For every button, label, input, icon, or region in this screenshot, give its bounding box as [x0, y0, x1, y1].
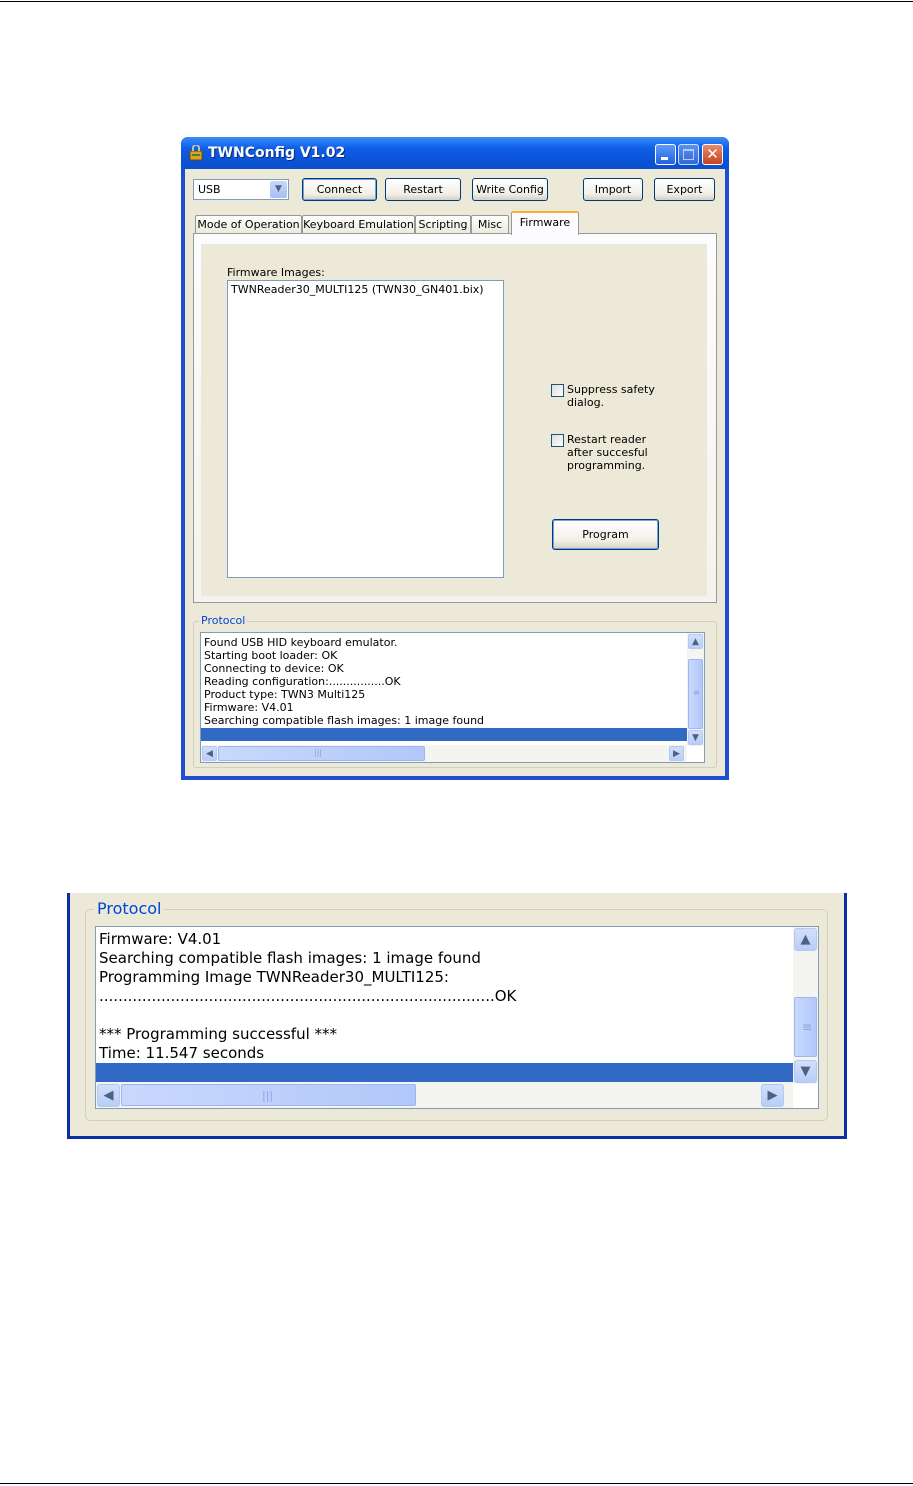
scroll-right-icon[interactable]: ▶: [761, 1084, 784, 1107]
vertical-scroll-thumb[interactable]: [794, 997, 817, 1057]
protocol-log-zoom[interactable]: [95, 926, 819, 1109]
import-button[interactable]: Import: [583, 178, 643, 201]
log-line: Product type: TWN3 Multi125: [204, 688, 366, 701]
log-line: *** Programming successful ***: [99, 1025, 338, 1043]
twnconfig-window: [181, 137, 729, 780]
scroll-down-icon[interactable]: ▼: [794, 1060, 817, 1083]
horizontal-scroll-thumb[interactable]: [121, 1084, 416, 1106]
bottom-rule: [0, 1483, 913, 1484]
close-button[interactable]: [702, 144, 723, 165]
app-icon: [189, 145, 203, 161]
scroll-up-icon[interactable]: ▲: [794, 928, 817, 951]
window-title: TWNConfig V1.02: [208, 145, 346, 161]
firmware-area: [201, 244, 707, 596]
restart-reader-label-3: programming.: [567, 459, 646, 472]
suppress-safety-checkbox[interactable]: [551, 384, 564, 397]
maximize-button[interactable]: [678, 144, 699, 165]
grip-icon: |||: [314, 748, 323, 757]
scroll-right-icon[interactable]: ▶: [669, 746, 684, 761]
protocol-title: Protocol: [201, 614, 246, 627]
vertical-scrollbar[interactable]: [687, 633, 704, 746]
log-line: Found USB HID keyboard emulator.: [204, 636, 398, 649]
firmware-images-label: Firmware Images:: [227, 266, 325, 279]
title-bar[interactable]: [181, 137, 729, 169]
protocol-title-zoom: Protocol: [94, 899, 164, 918]
horizontal-scrollbar[interactable]: [201, 745, 687, 762]
protocol-group-zoom: [85, 899, 828, 1121]
suppress-safety-label-2: dialog.: [567, 396, 605, 409]
write-config-button[interactable]: Write Config: [472, 178, 548, 201]
log-line: Firmware: V4.01: [204, 701, 294, 714]
log-line: Programming Image TWNReader30_MULTI125:: [99, 968, 449, 986]
grip-icon: ≡: [693, 688, 700, 697]
log-line: Connecting to device: OK: [204, 662, 344, 675]
scroll-up-icon[interactable]: ▲: [688, 634, 703, 649]
log-line: Starting boot loader: OK: [204, 649, 338, 662]
protocol-log[interactable]: [200, 632, 705, 763]
log-line: Searching compatible flash images: 1 image found: [99, 949, 481, 967]
tab-firmware[interactable]: Firmware: [511, 211, 579, 235]
horizontal-scroll-thumb[interactable]: [218, 746, 425, 761]
tab-mode-of-operation[interactable]: Mode of Operation: [195, 215, 302, 234]
connect-button[interactable]: Connect: [302, 178, 377, 201]
selected-log-line[interactable]: [201, 728, 687, 741]
selected-log-line[interactable]: [96, 1063, 793, 1082]
scroll-left-icon[interactable]: ◀: [202, 746, 217, 761]
tab-scripting[interactable]: Scripting: [415, 215, 471, 234]
log-line: Time: 11.547 seconds: [99, 1044, 265, 1062]
chevron-down-icon[interactable]: ▼: [270, 181, 287, 198]
close-icon: ✕: [706, 145, 719, 163]
suppress-safety-label-1: Suppress safety: [567, 383, 655, 396]
grip-icon: |||: [262, 1089, 274, 1102]
minimize-button[interactable]: [655, 144, 676, 165]
window-client: [185, 169, 725, 776]
vertical-scroll-thumb[interactable]: [688, 659, 703, 729]
vertical-scrollbar[interactable]: [793, 927, 818, 1084]
log-line: Firmware: V4.01: [99, 930, 222, 948]
firmware-tab-panel: [193, 233, 717, 603]
grip-icon: ≡: [802, 1020, 813, 1034]
restart-reader-checkbox[interactable]: [551, 434, 564, 447]
scroll-left-icon[interactable]: ◀: [97, 1084, 120, 1107]
tab-keyboard-emulation[interactable]: Keyboard Emulation: [302, 215, 415, 234]
firmware-images-list[interactable]: [227, 280, 504, 578]
restart-reader-label-2: after succesful: [567, 446, 648, 459]
top-rule: [0, 1, 913, 2]
log-line: ...................................................................................OK: [99, 987, 517, 1005]
scroll-down-icon[interactable]: ▼: [688, 730, 703, 745]
program-button[interactable]: Program: [552, 519, 659, 550]
list-item[interactable]: TWNReader30_MULTI125 (TWN30_GN401.bix): [231, 283, 484, 296]
restart-reader-label-1: Restart reader: [567, 433, 647, 446]
protocol-zoom-screenshot: [67, 893, 847, 1139]
horizontal-scrollbar[interactable]: [96, 1082, 793, 1108]
restart-button[interactable]: Restart: [385, 178, 461, 201]
protocol-group: [193, 614, 717, 768]
export-button[interactable]: Export: [654, 178, 715, 201]
log-line: Searching compatible flash images: 1 image found: [204, 714, 485, 727]
tab-misc[interactable]: Misc: [471, 215, 509, 234]
interface-value: USB: [198, 183, 221, 196]
interface-select[interactable]: [193, 179, 289, 200]
log-line: Reading configuration:................OK: [204, 675, 401, 688]
